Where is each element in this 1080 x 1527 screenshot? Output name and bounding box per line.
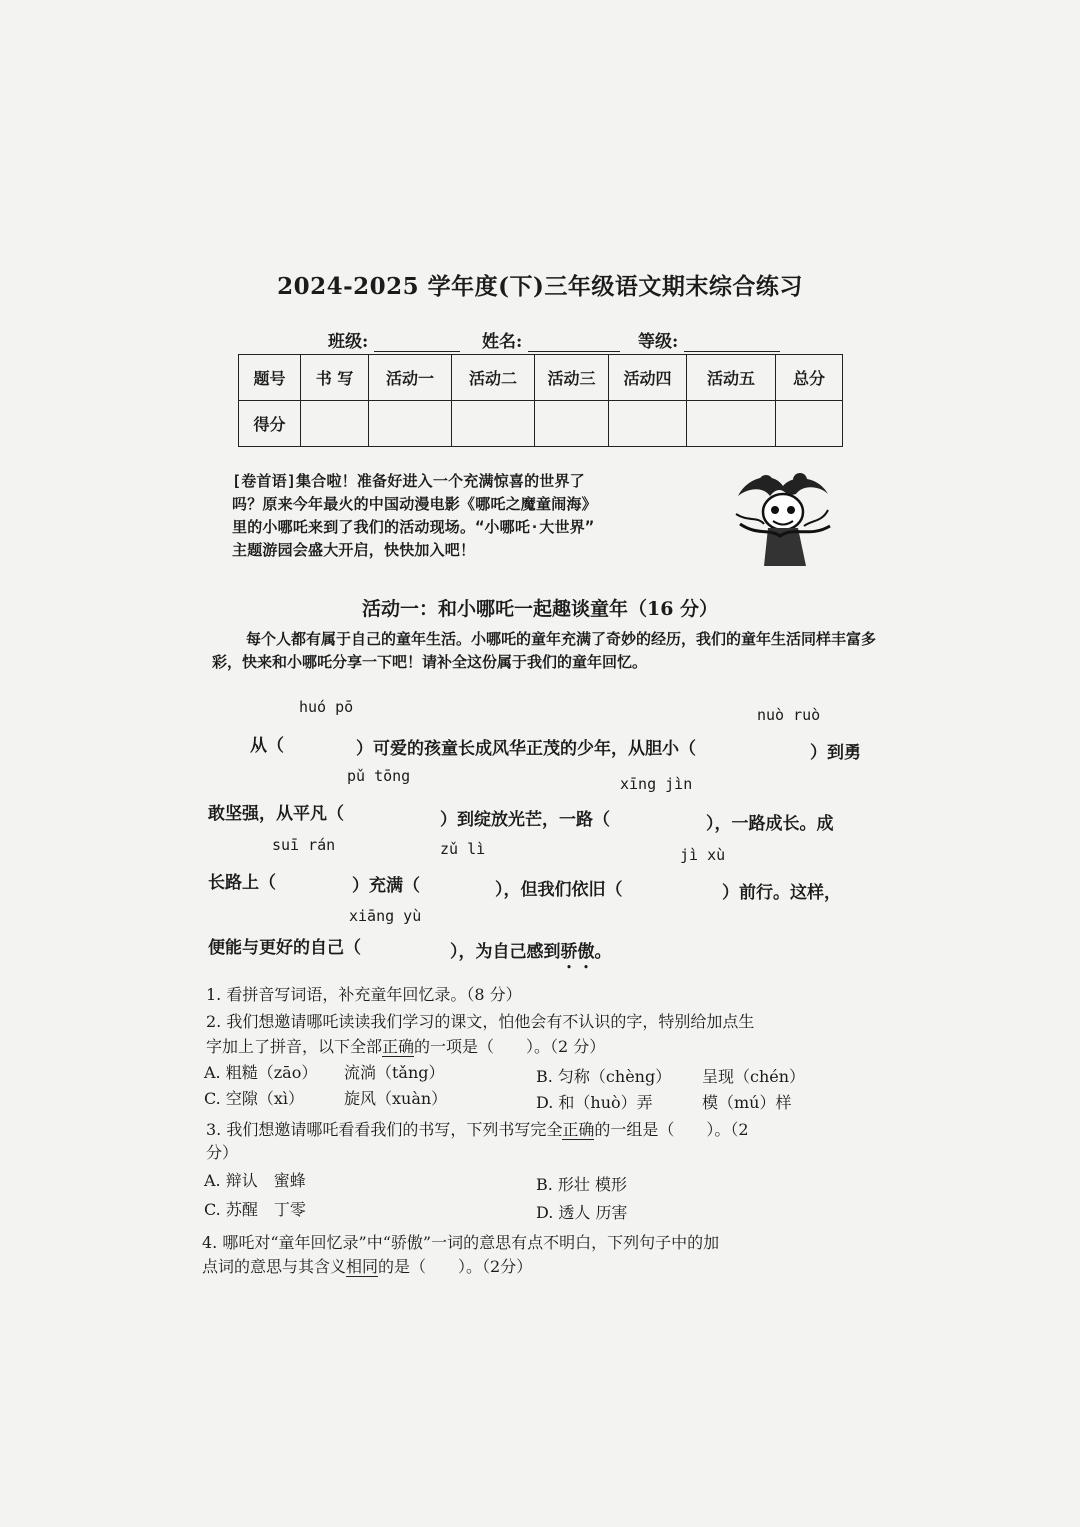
activity1-heading: 活动一：和小哪吒一起趣谈童年（16 分） — [361, 598, 719, 620]
pinyin-label: xiāng yù — [349, 907, 422, 925]
question-text: 字加上了拼音，以下全部 — [206, 1037, 383, 1056]
header-cell: 活动一 — [369, 355, 452, 401]
page-title: 2024-2025 学年度(下)三年级语文期末综合练习 — [277, 273, 803, 300]
pinyin-label: huó pō — [299, 698, 354, 716]
passage-text: 从（ — [250, 736, 284, 756]
name-label: 姓名: — [482, 332, 523, 352]
score-cell[interactable] — [609, 401, 687, 447]
score-cell[interactable] — [776, 401, 843, 447]
header-cell: 书 写 — [301, 355, 369, 401]
question-text: 的是（ ）。（2分） — [378, 1257, 533, 1276]
intro-line: 主题游园会盛大开启，快快加入吧！ — [232, 541, 476, 559]
intro-line: 吗？原来今年最火的中国动漫电影《哪吒之魔童闹海》 — [232, 495, 597, 513]
pinyin-label: pǔ tōng — [347, 767, 411, 785]
passage-text: ）到勇 — [810, 743, 861, 763]
question-3-line2: 分） — [206, 1143, 239, 1162]
name-blank[interactable] — [528, 333, 620, 352]
underlined-word: 正确 — [562, 1120, 595, 1139]
score-table — [238, 354, 843, 447]
option-2b[interactable]: B. 匀称（chèng） — [536, 1067, 672, 1086]
option-3a[interactable]: A. 辩认 蜜蜂 — [204, 1171, 306, 1190]
class-field — [328, 327, 460, 352]
question-3-line1 — [206, 1117, 749, 1140]
header-cell: 题号 — [239, 355, 301, 401]
intro-line: [卷首语]集合啦！准备好进入一个充满惊喜的世界了 — [232, 472, 585, 490]
passage-text: 敢坚强，从平凡（ — [208, 804, 344, 824]
score-table-header-row — [239, 355, 843, 401]
score-cell[interactable] — [369, 401, 452, 447]
header-cell: 活动二 — [452, 355, 535, 401]
option-2a[interactable]: A. 粗糙（zāo） — [204, 1063, 318, 1082]
option-2b-word2: 呈现（chén） — [702, 1067, 806, 1086]
question-text: 3. 我们想邀请哪吒看看我们的书写，下列书写完全 — [206, 1120, 563, 1139]
passage-text: ）充满（ — [352, 876, 420, 896]
pinyin-label: jì xù — [680, 846, 726, 864]
question-text: 点词的意思与其含义 — [202, 1257, 347, 1276]
underlined-word: 正确 — [382, 1037, 415, 1056]
activity1-paragraph: 每个人都有属于自己的童年生活。小哪吒的童年充满了奇妙的经历，我们的童年生活同样丰富多彩，快来和小哪吒分享一下吧！请补全这份属于我们的童年回忆。 — [212, 630, 877, 671]
option-2c[interactable]: C. 空隙（xì） — [204, 1089, 304, 1108]
dotted-char: 骄 — [560, 942, 578, 962]
option-2d-word2: 模（mú）样 — [702, 1093, 792, 1112]
header-cell: 总分 — [776, 355, 843, 401]
dotted-char: 傲 — [577, 942, 595, 962]
pinyin-label: nuò ruò — [757, 706, 821, 724]
passage-text: 长路上（ — [208, 873, 276, 893]
name-field — [482, 327, 620, 352]
question-1: 1. 看拼音写词语，补充童年回忆录。（8 分） — [206, 985, 522, 1004]
header-cell: 活动四 — [609, 355, 687, 401]
option-2c-word2: 旋风（xuàn） — [344, 1089, 448, 1108]
passage-text: ）到绽放光芒，一路（ — [440, 810, 610, 830]
option-2d[interactable]: D. 和（huò）弄 — [536, 1093, 653, 1112]
question-text: 的一项是（ ）。（2 分） — [414, 1037, 606, 1056]
score-cell[interactable] — [535, 401, 609, 447]
pinyin-label: suī rán — [272, 836, 336, 854]
question-4-line1: 4. 哪吒对“童年回忆录”中“骄傲”一词的意思有点不明白，下列句子中的加 — [202, 1233, 720, 1252]
class-label: 班级: — [328, 332, 369, 352]
score-cell[interactable] — [687, 401, 776, 447]
score-table-score-row — [239, 401, 843, 447]
header-cell: 活动三 — [535, 355, 609, 401]
question-4-line2 — [202, 1254, 532, 1277]
passage-text: ）可爱的孩童长成风华正茂的少年，从胆小（ — [356, 739, 696, 759]
passage-text: ），一路成长。成 — [706, 814, 834, 834]
score-label-cell: 得分 — [239, 401, 301, 447]
option-2a-word2: 流淌（tǎng） — [344, 1063, 445, 1082]
grade-field — [638, 327, 780, 352]
passage-text-end — [450, 937, 612, 962]
score-cell[interactable] — [452, 401, 535, 447]
pinyin-label: xīng jìn — [620, 775, 693, 793]
grade-label: 等级: — [638, 332, 679, 352]
nezha-illustration — [728, 466, 838, 574]
header-cell: 活动五 — [687, 355, 776, 401]
intro-text — [232, 470, 702, 562]
passage-text: ）前行。这样， — [722, 883, 841, 903]
question-text: 的一组是（ ）。（2 — [594, 1120, 749, 1139]
intro-line: 里的小哪吒来到了我们的活动现场。“小哪吒·大世界” — [232, 518, 595, 536]
score-cell[interactable] — [301, 401, 369, 447]
option-3b[interactable]: B. 形壮 模形 — [536, 1175, 628, 1194]
pinyin-label: zǔ lì — [440, 840, 486, 858]
passage-text: ），为自己感到 — [450, 942, 561, 962]
question-2-line1: 2. 我们想邀请哪吒读读我们学习的课文，怕他会有不认识的字，特别给加点生 — [206, 1012, 755, 1031]
question-2-line2 — [206, 1034, 605, 1057]
class-blank[interactable] — [374, 333, 460, 352]
passage-text: ），但我们依旧（ — [495, 880, 623, 900]
passage-text: 便能与更好的自己（ — [208, 938, 361, 958]
passage-text: 。 — [594, 942, 612, 962]
grade-blank[interactable] — [684, 333, 780, 352]
underlined-word: 相同 — [346, 1257, 379, 1276]
option-3c[interactable]: C. 苏醒 丁零 — [204, 1200, 306, 1219]
option-3d[interactable]: D. 透人 历害 — [536, 1203, 628, 1222]
